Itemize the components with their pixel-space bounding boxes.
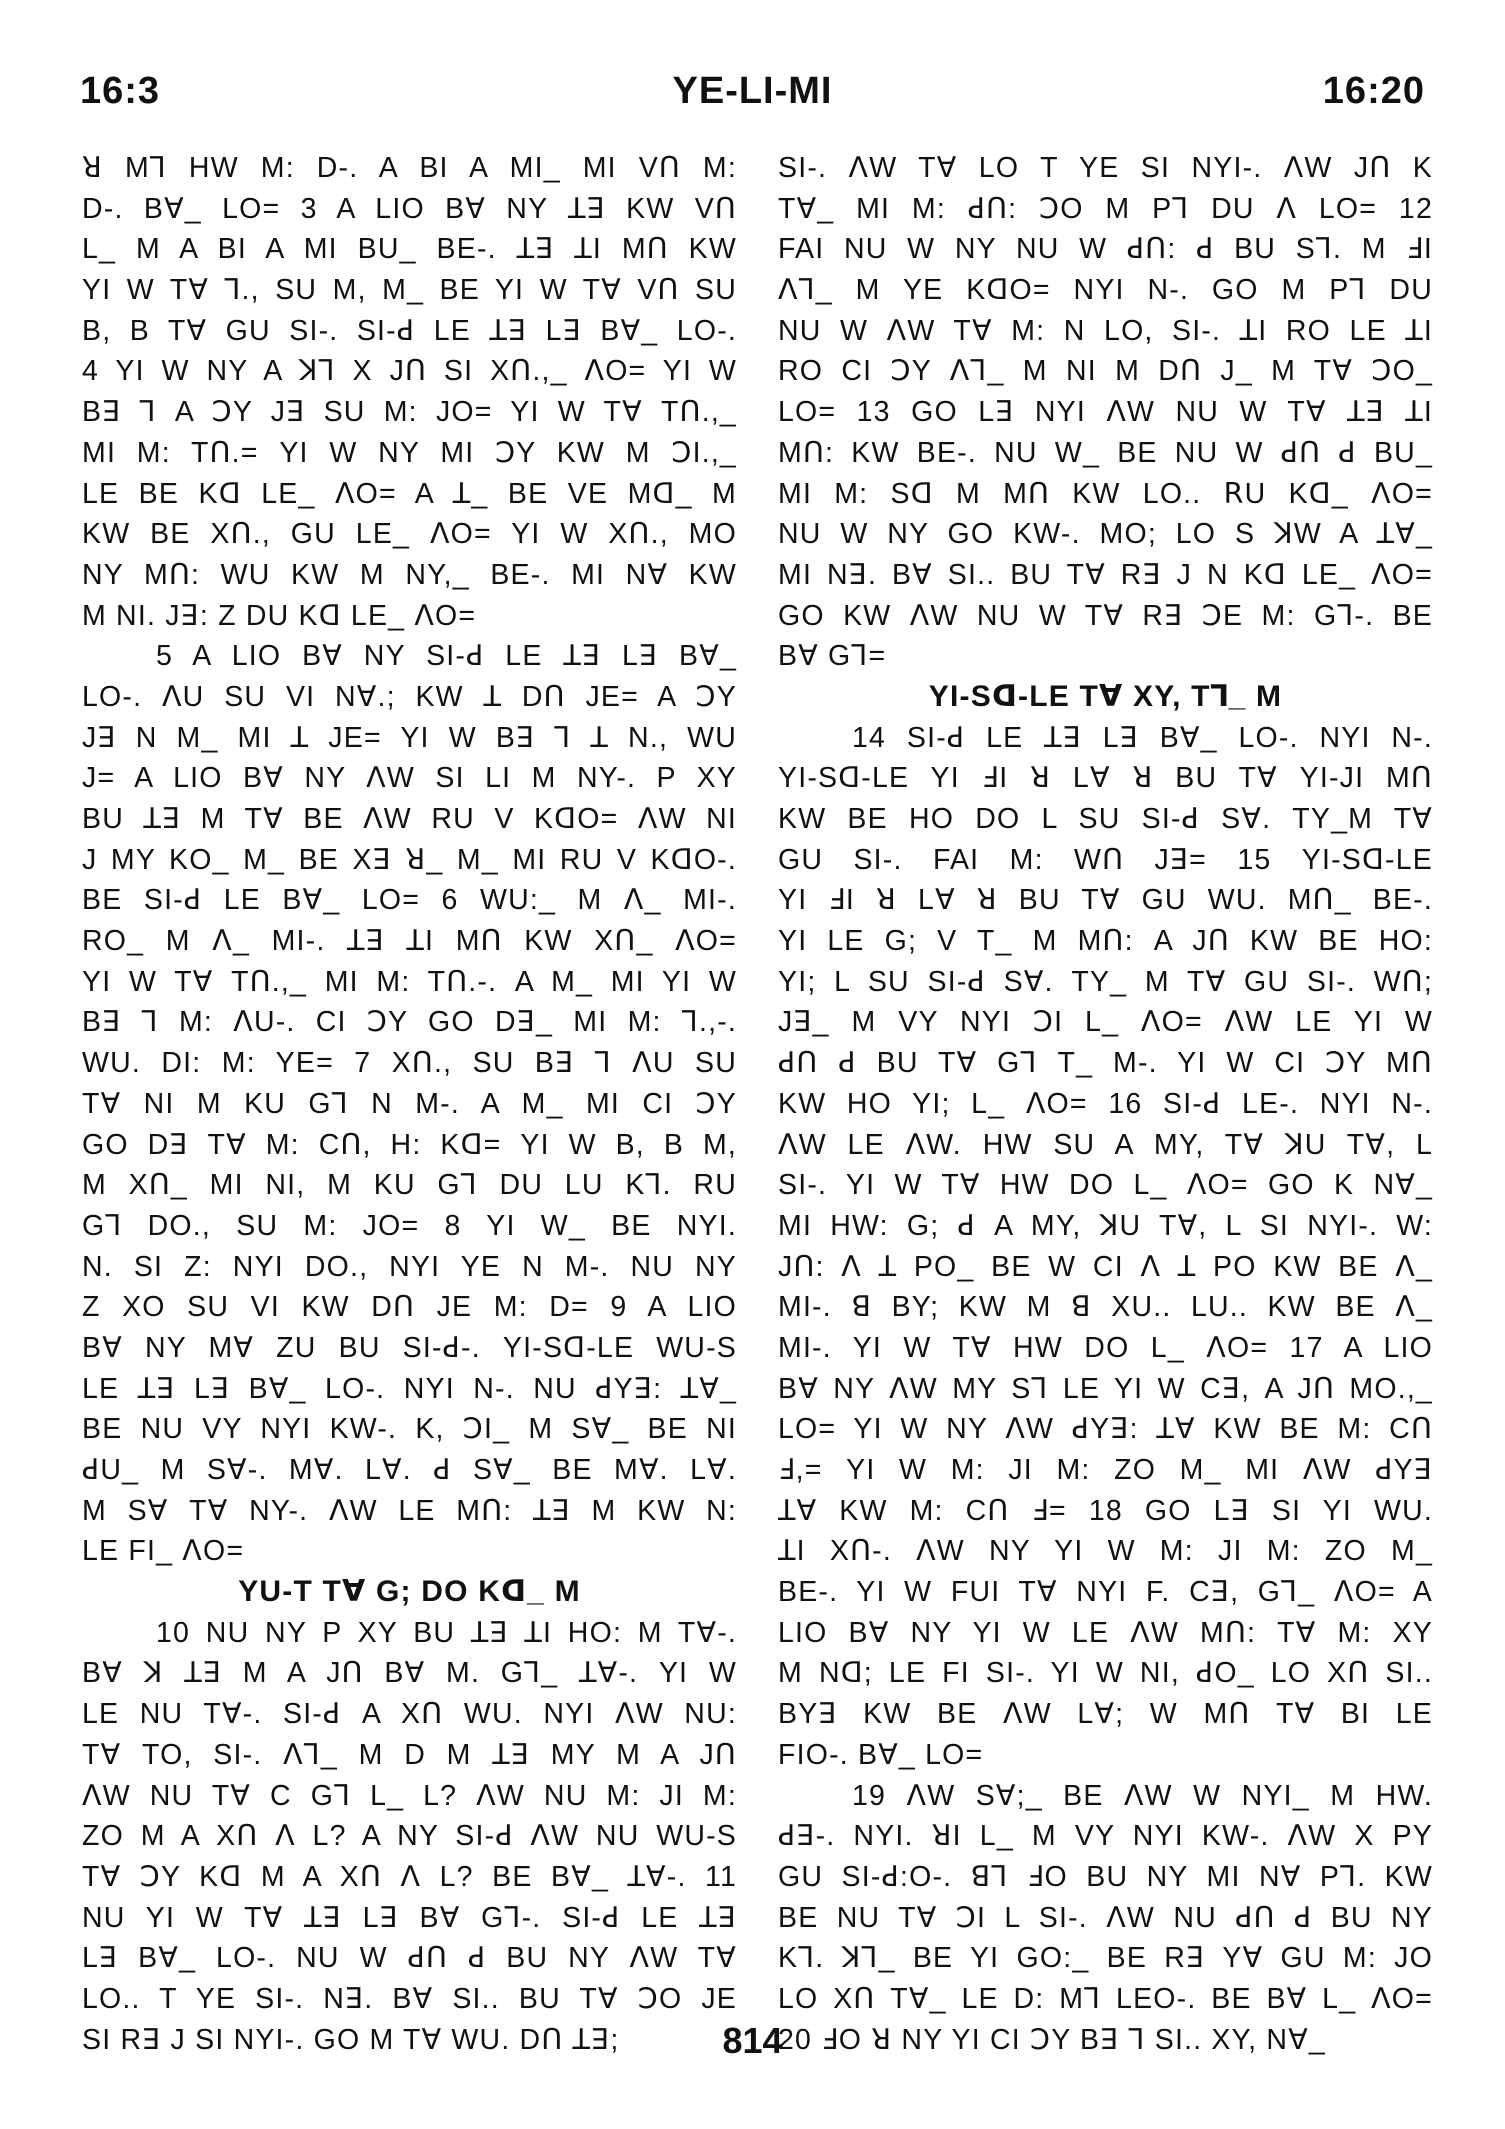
text-line: ꓥW NU Tꓯ C Gꓶ L_ L? ꓥW NU M: JI M: — [82, 1779, 737, 1812]
text-line: Mꓵ: KW BE-. NU W_ BE NU W ꓒꓵ ꓒ BU_ — [778, 436, 1433, 469]
text-line: GU SI-ꓒ:O-. ꓭꓶ ꓞO BU NY MI Nꓯ Pꓶ. KW — [778, 1860, 1433, 1893]
text-line: Tꓯ NI M KU Gꓶ N M-. A M_ MI CI ꓛY — [82, 1087, 737, 1120]
text-line: LE FI_ ꓥO= — [82, 1535, 245, 1568]
text-line: MI HW: G; ꓒ A MY, ꓘU Tꓯ, L SI NYI-. W: — [778, 1209, 1433, 1242]
text-line: Bꓯ Gꓶ= — [778, 640, 887, 673]
text-line: MI-. ꓭ BY; KW M ꓭ XU.. LU.. KW BE ꓥ_ — [778, 1291, 1433, 1324]
text-line: ꓥW LE ꓥW. HW SU A MY, Tꓯ ꓘU Tꓯ, L — [778, 1128, 1433, 1161]
text-line: M Nꓷ; LE FI SI-. YI W NI, ꓒO_ LO Xꓵ SI.. — [778, 1657, 1433, 1690]
text-line: NY Mꓵ: WU KW M NY,_ BE-. MI Nꓯ KW — [82, 558, 737, 591]
text-line: ꓒꓱ-. NYI. ꓤI L_ M VY NYI KW-. ꓥW X PY — [778, 1820, 1433, 1853]
text-line: SI-. ꓥW Tꓯ LO T YE SI NYI-. ꓥW Jꓵ K — [778, 152, 1433, 184]
text-line: ꓤ Mꓶ HW M: D-. A BI A MI_ MI Vꓵ M: — [82, 152, 737, 184]
text-line: BE NU Tꓯ ꓛI L SI-. ꓥW NU ꓒꓵ ꓒ BU NY — [778, 1901, 1433, 1934]
left-column — [82, 148, 737, 2060]
text-line: ꓕI Xꓵ-. ꓥW NY YI W M: JI M: ZO M_ — [778, 1535, 1433, 1568]
text-line: LE BE Kꓷ LE_ ꓥO= A ꓕ_ BE VE Mꓷ_ M — [82, 477, 737, 510]
text-line: SI-. YI W Tꓯ HW DO L_ ꓥO= GO K Nꓯ_ — [778, 1169, 1433, 1202]
text-line: NU W NY GO KW-. MO; LO S ꓘW A ꓕꓯ_ — [778, 518, 1433, 551]
text-line: LO-. ꓥU SU VI Nꓯ.; KW ꓕ Dꓵ JE= A ꓛY — [82, 680, 737, 713]
page-header — [80, 70, 1425, 130]
text-line: J MY KO_ M_ BE Xꓱ ꓤ_ M_ MI RU V KꓷO-. — [82, 843, 737, 876]
text-line: B, B Tꓯ GU SI-. SI-ꓒ LE ꓕꓱ Lꓱ Bꓯ_ LO-. — [82, 314, 737, 347]
text-line: 5 A LIO Bꓯ NY SI-ꓒ LE ꓕꓱ Lꓱ Bꓯ_ — [156, 640, 737, 673]
text-line: MI-. YI W Tꓯ HW DO L_ ꓥO= 17 A LIO — [778, 1331, 1433, 1364]
text-line: Bꓯ NY ꓥW MY Sꓶ LE YI W Cꓱ, A Jꓵ MO.,_ — [778, 1372, 1433, 1405]
section-heading: YU-T Tꓯ G; DO Kꓷ_ M — [238, 1575, 581, 1609]
text-line: GU SI-. FAI M: Wꓵ Jꓱ= 15 YI-Sꓷ-LE — [778, 843, 1433, 876]
text-line: Jꓱ N M_ MI ꓕ JE= YI W Bꓱ ꓶ ꓕ N., WU — [82, 721, 737, 754]
text-line: BE NU VY NYI KW-. K, ꓛI_ M Sꓯ_ BE NI — [82, 1413, 737, 1446]
text-line: M Xꓵ_ MI NI, M KU Gꓶ DU LU Kꓶ. RU — [82, 1169, 737, 1202]
text-line: ꓥꓶ_ M YE KꓷO= NYI N-. GO M Pꓶ DU — [778, 274, 1433, 307]
text-line: 20 ꓞO ꓤ NY YI CI ꓛY Bꓱ ꓶ SI.. XY, Nꓯ_ — [778, 2023, 1326, 2056]
text-line: ZO M A Xꓵ ꓥ L? A NY SI-ꓒ ꓥW NU WU-S — [82, 1820, 737, 1853]
text-line: YI ꓞI ꓤ Lꓯ ꓤ BU Tꓯ GU WU. Mꓵ_ BE-. — [778, 884, 1433, 917]
text-line: 10 NU NY P XY BU ꓕꓱ ꓕI HO: M Tꓯ-. — [156, 1616, 737, 1649]
text-line: N. SI Z: NYI DO., NYI YE N M-. NU NY — [82, 1250, 737, 1283]
text-line: RO CI ꓛY ꓥꓶ_ M NI M Dꓵ J_ M Tꓯ ꓛO_ — [778, 355, 1433, 388]
text-line: Lꓱ Bꓯ_ LO-. NU W ꓒꓵ ꓒ BU NY ꓥW Tꓯ — [82, 1942, 737, 1975]
right-column — [778, 148, 1433, 2060]
text-line: YI-Sꓷ-LE YI ꓞI ꓤ Lꓯ ꓤ BU Tꓯ YI-JI Mꓵ — [778, 762, 1433, 795]
text-line: Kꓶ. ꓘꓶ_ BE YI GO:_ BE Rꓱ Yꓯ GU M: JO — [778, 1942, 1433, 1975]
text-line: Tꓯ ꓛY Kꓷ M A Xꓵ ꓥ L? BE Bꓯ_ ꓕꓯ-. 11 — [82, 1860, 737, 1893]
text-line: BE-. YI W FUI Tꓯ NYI F. Cꓱ, Gꓶ_ ꓥO= A — [778, 1576, 1433, 1609]
text-line: Bꓱ ꓶ M: ꓥU-. CI ꓛY GO Dꓱ_ MI M: ꓶ.,-. — [82, 1006, 737, 1039]
text-line: YI; L SU SI-ꓒ Sꓯ. TY_ M Tꓯ GU SI-. Wꓵ; — [778, 965, 1433, 998]
text-line: D-. Bꓯ_ LO= 3 A LIO Bꓯ NY ꓕꓱ KW Vꓵ — [82, 192, 737, 225]
text-line: 19 ꓥW Sꓯ;_ BE ꓥW W NYI_ M HW. — [852, 1779, 1433, 1812]
text-line: LO= YI W NY ꓥW ꓒYꓱ: ꓕꓯ KW BE M: Cꓵ — [778, 1413, 1433, 1446]
text-line: YI W Tꓯ ꓶ., SU M, M_ BE YI W Tꓯ Vꓵ SU — [82, 274, 737, 307]
text-line: Z XO SU VI KW Dꓵ JE M: D= 9 A LIO — [82, 1291, 737, 1324]
header-book-title: YE-LI-MI — [672, 70, 833, 112]
text-line: FIO-. Bꓯ_ LO= — [778, 1738, 984, 1771]
text-line: Bꓯ NY Mꓯ ZU BU SI-ꓒ-. YI-Sꓷ-LE WU-S — [82, 1331, 737, 1364]
header-chapter-start: 16:3 — [80, 70, 161, 112]
text-line: M NI. Jꓱ: Z DU Kꓷ LE_ ꓥO= — [82, 599, 477, 632]
text-line: YI W Tꓯ Tꓵ.,_ MI M: Tꓵ.-. A M_ MI YI W — [82, 965, 737, 998]
text-line: LO Xꓵ Tꓯ_ LE D: Mꓶ LEO-. BE Bꓯ L_ ꓥO= — [778, 1982, 1433, 2015]
header-chapter-end: 16:20 — [1322, 70, 1425, 112]
text-line: Gꓶ DO., SU M: JO= 8 YI W_ BE NYI. — [82, 1209, 737, 1242]
text-line: ꓕꓯ KW M: Cꓵ ꓞ= 18 GO Lꓱ SI YI WU. — [778, 1494, 1433, 1527]
page-number: 814 — [722, 2020, 783, 2061]
text-line: LE NU Tꓯ-. SI-ꓒ A Xꓵ WU. NYI ꓥW NU: — [82, 1698, 737, 1731]
text-line: GO KW ꓥW NU W Tꓯ Rꓱ ꓛE M: Gꓶ-. BE — [778, 599, 1433, 632]
text-line: LO= 13 GO Lꓱ NYI ꓥW NU W Tꓯ ꓕꓱ ꓕI — [778, 396, 1433, 429]
text-line: Tꓯ_ MI M: ꓒꓵ: ꓛO M Pꓶ DU ꓥ LO= 12 — [778, 192, 1433, 225]
text-line: BU ꓕꓱ M Tꓯ BE ꓥW RU V KꓷO= ꓥW NI — [82, 803, 737, 835]
text-line: LO.. T YE SI-. Nꓱ. Bꓯ SI.. BU Tꓯ ꓛO JE — [82, 1982, 737, 2015]
text-line: MI M: Sꓷ M Mꓵ KW LO.. ꓣU Kꓷ_ ꓥO= — [778, 477, 1433, 510]
text-line: Bꓱ ꓶ A ꓛY Jꓱ SU M: JO= YI W Tꓯ Tꓵ.,_ — [82, 396, 737, 429]
section-heading: YI-Sꓷ-LE Tꓯ XY, Tꓶ_ M — [928, 679, 1283, 713]
text-line: LIO Bꓯ NY YI W LE ꓥW Mꓵ: Tꓯ M: XY — [778, 1616, 1433, 1649]
text-line: MI Nꓱ. Bꓯ SI.. BU Tꓯ Rꓱ J N Kꓷ LE_ ꓥO= — [778, 558, 1433, 591]
text-line: Bꓯ ꓘ ꓕꓱ M A Jꓵ Bꓯ M. Gꓶ_ ꓕꓯ-. YI W — [82, 1657, 737, 1690]
text-line: ꓒꓵ ꓒ BU Tꓯ Gꓶ T_ M-. YI W CI ꓛY Mꓵ — [778, 1047, 1433, 1080]
text-line: M Sꓯ Tꓯ NY-. ꓥW LE Mꓵ: ꓕꓱ M KW N: — [82, 1494, 737, 1527]
text-line: KW HO YI; L_ ꓥO= 16 SI-ꓒ LE-. NYI N-. — [778, 1087, 1433, 1120]
text-line: GO Dꓱ Tꓯ M: Cꓵ, H: Kꓷ= YI W B, B M, — [82, 1128, 737, 1161]
text-line: 4 YI W NY A ꓘꓶ X Jꓵ SI Xꓵ.,_ ꓥO= YI W — [82, 355, 737, 388]
text-line: L_ M A BI A MI BU_ BE-. ꓕꓱ ꓕI Mꓵ KW — [82, 233, 737, 266]
text-line: RO_ M ꓥ_ MI-. ꓕꓱ ꓕI Mꓵ KW Xꓵ_ ꓥO= — [82, 925, 737, 958]
text-line: WU. DI: M: YE= 7 Xꓵ., SU Bꓱ ꓶ ꓥU SU — [82, 1047, 737, 1080]
text-line: LE ꓕꓱ Lꓱ Bꓯ_ LO-. NYI N-. NU ꓒYꓱ: ꓕꓯ_ — [82, 1372, 737, 1405]
text-line: ꓒU_ M Sꓯ-. Mꓯ. Lꓯ. ꓒ Sꓯ_ BE Mꓯ. Lꓯ. — [82, 1454, 737, 1486]
text-line: Jꓱ_ M VY NYI ꓛI L_ ꓥO= ꓥW LE YI W — [778, 1006, 1433, 1039]
text-line: Tꓯ TO, SI-. ꓥꓶ_ M D M ꓕꓱ MY M A Jꓵ — [82, 1738, 737, 1771]
text-line: KW BE HO DO L SU SI-ꓒ Sꓯ. TY_M Tꓯ — [778, 803, 1433, 835]
text-line: 14 SI-ꓒ LE ꓕꓱ Lꓱ Bꓯ_ LO-. NYI N-. — [852, 721, 1433, 754]
text-line: NU YI W Tꓯ ꓕꓱ Lꓱ Bꓯ Gꓶ-. SI-ꓒ LE ꓕꓱ — [82, 1901, 737, 1934]
text-line: BE SI-ꓒ LE Bꓯ_ LO= 6 WU:_ M ꓥ_ MI-. — [82, 884, 737, 917]
text-line: YI LE G; V T_ M Mꓵ: A Jꓵ KW BE HO: — [778, 925, 1433, 958]
text-line: SI Rꓱ J SI NYI-. GO M Tꓯ WU. Dꓵ ꓕꓱ; — [82, 2023, 620, 2056]
text-line: FAI NU W NY NU W ꓒꓵ: ꓒ BU Sꓶ. M ꓞI — [778, 233, 1433, 266]
text-line: J= A LIO Bꓯ NY ꓥW SI LI M NY-. P XY — [82, 762, 737, 795]
text-line: BYꓱ KW BE ꓥW Lꓯ; W Mꓵ Tꓯ BI LE — [778, 1698, 1433, 1731]
text-line: NU W ꓥW Tꓯ M: N LO, SI-. ꓕI RO LE ꓕI — [778, 314, 1433, 347]
text-line: ꓞ,= YI W M: JI M: ZO M_ MI ꓥW ꓒYꓱ — [778, 1454, 1433, 1486]
text-line: MI M: Tꓵ.= YI W NY MI ꓛY KW M ꓛI.,_ — [82, 436, 737, 469]
text-line: Jꓵ: ꓥ ꓕ PO_ BE W CI ꓥ ꓕ PO KW BE ꓥ_ — [778, 1250, 1433, 1283]
text-line: KW BE Xꓵ., GU LE_ ꓥO= YI W Xꓵ., MO — [82, 518, 737, 551]
